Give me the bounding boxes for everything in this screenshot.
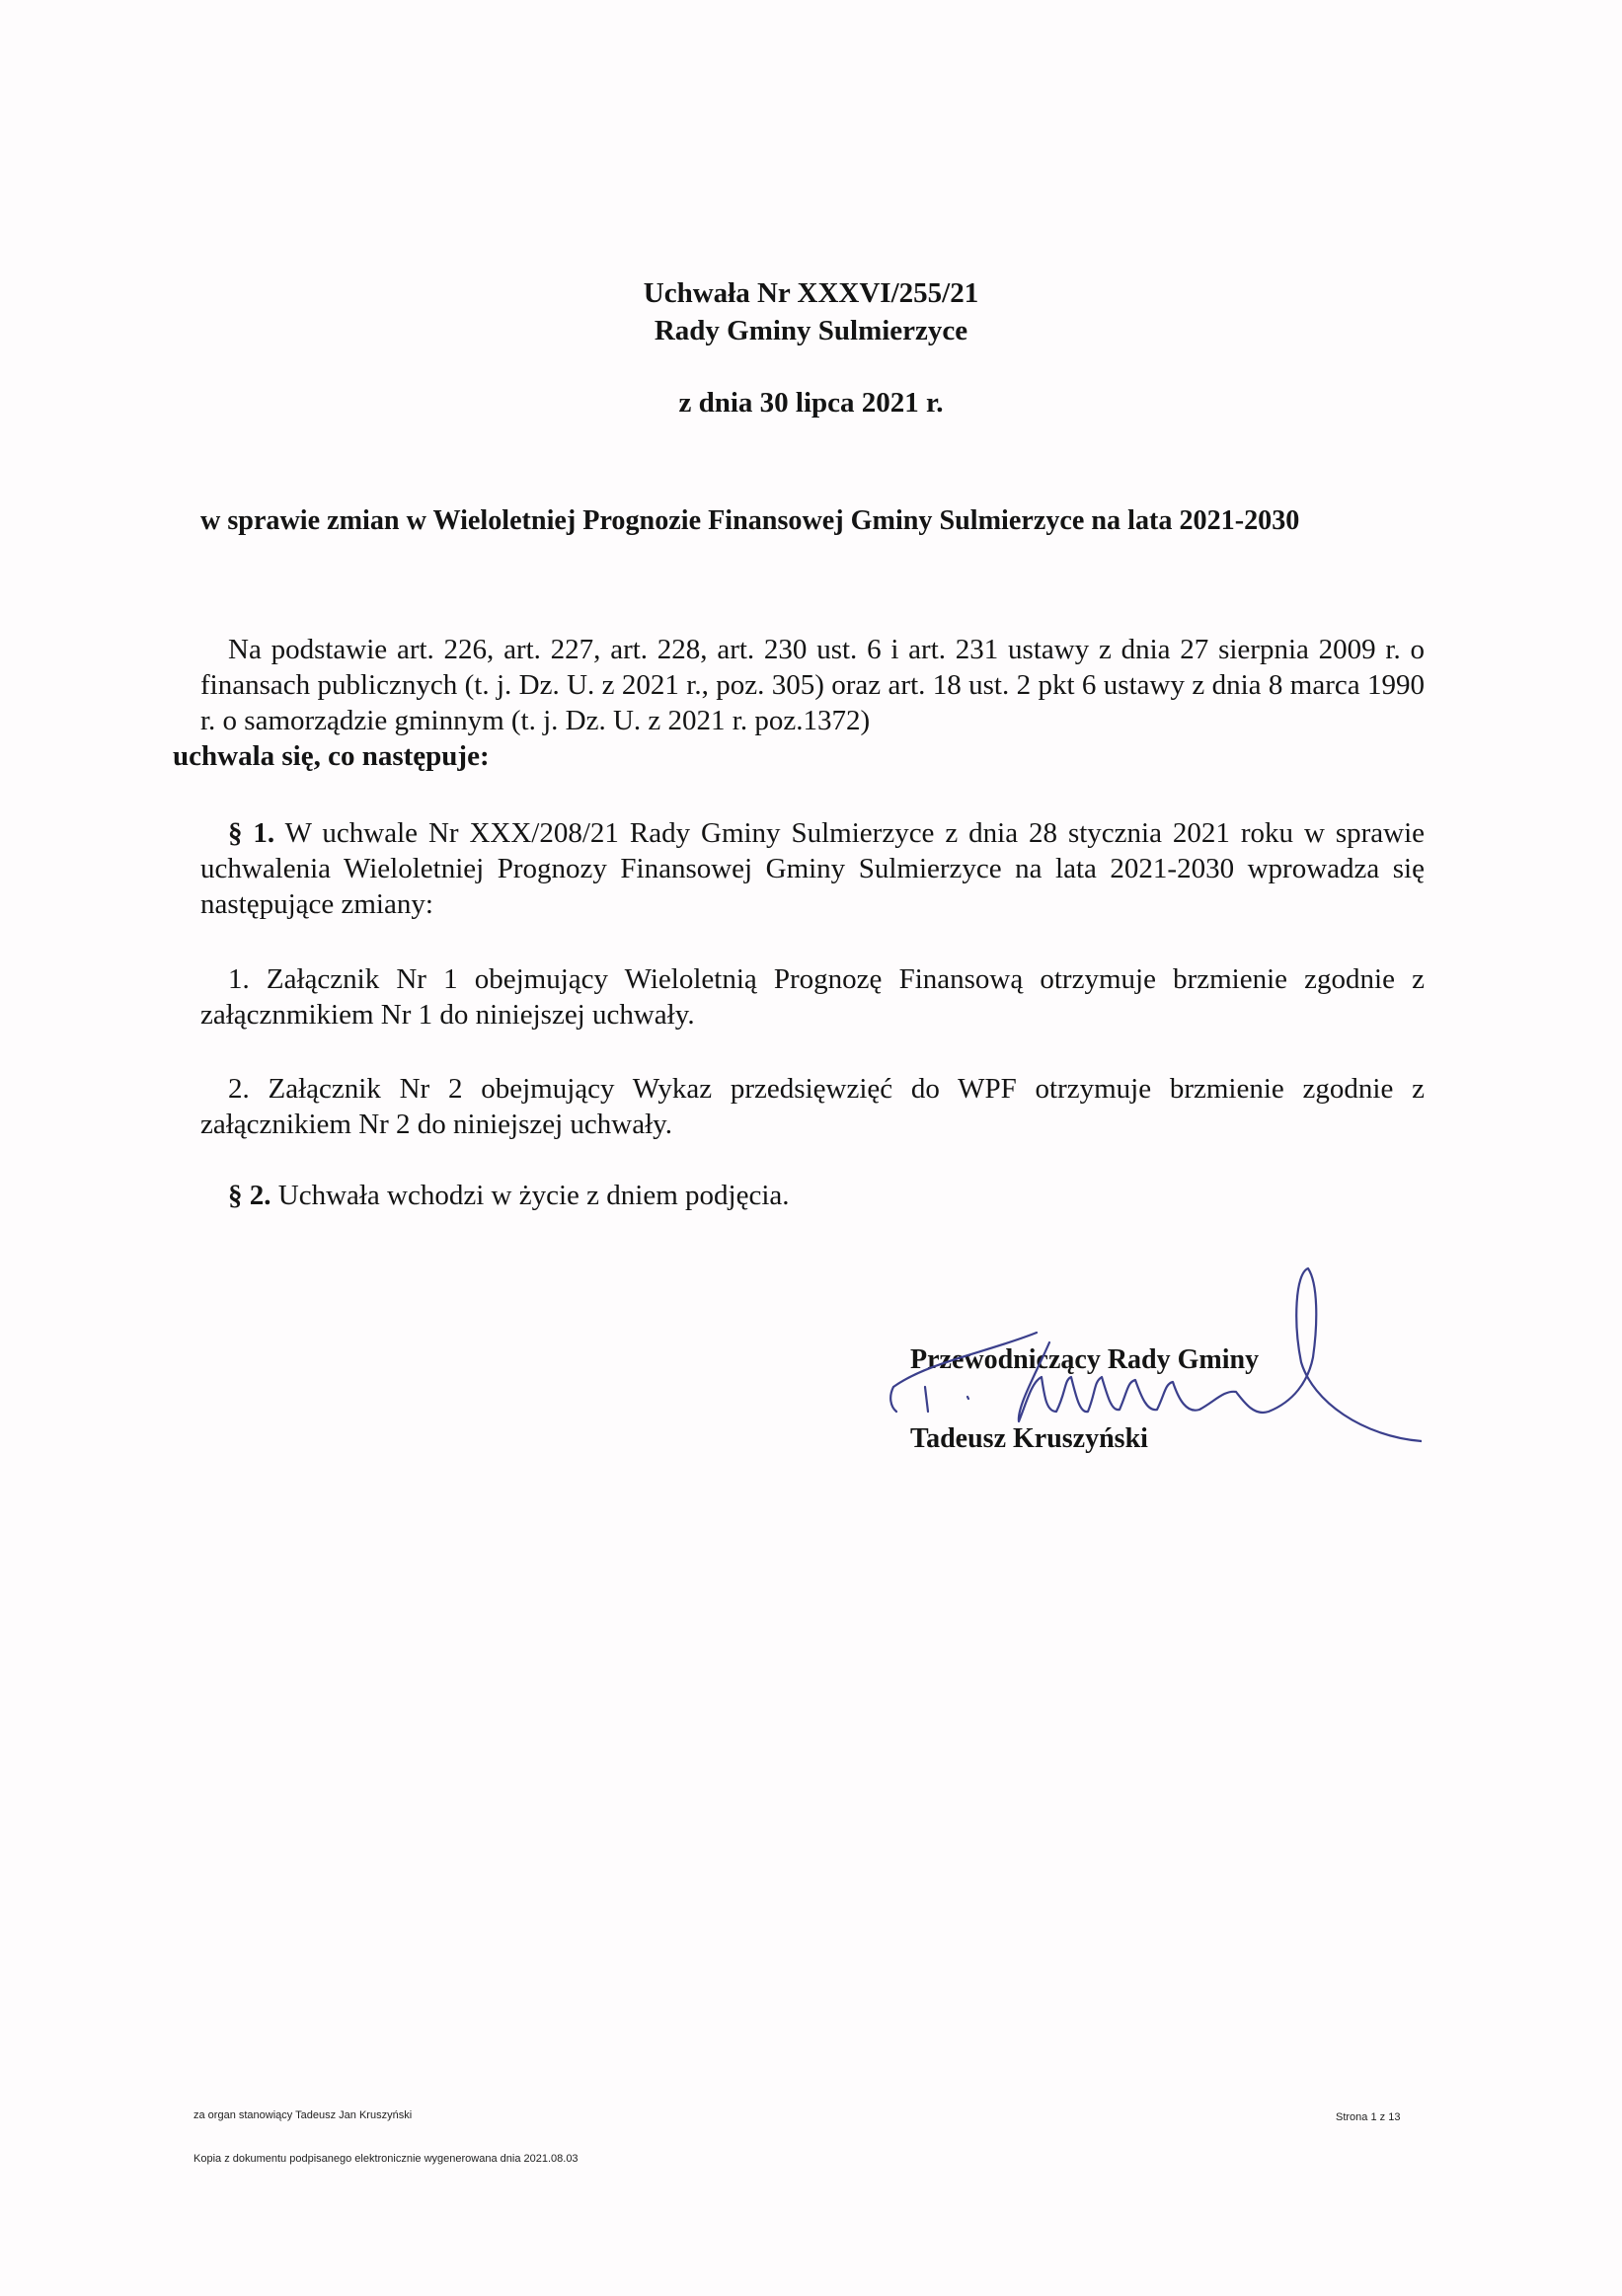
section-1-item: 1. Załącznik Nr 1 obejmujący Wieloletnią Prognozę Finansową otrzymuje brzmienie zgodnie z załącznmikiem Nr 1 do niniejszej uchwały. xyxy=(200,963,1425,1031)
signatory-name: Tadeusz Kruszyński xyxy=(910,1423,1148,1454)
section-2-paragraph xyxy=(200,1178,1425,1213)
section-2-label: § 2. xyxy=(228,1180,271,1211)
footer-signed-by: za organ stanowiący Tadeusz Jan Kruszyński xyxy=(193,2109,413,2121)
section-1-paragraph xyxy=(200,815,1425,922)
legal-basis-text: Na podstawie art. 226, art. 227, art. 228, art. 230 ust. 6 i art. 231 ustawy z dnia 27 sierpnia 2009 r. o finansach publicznych (t. j. Dz. U. z 2021 r., poz. 305) oraz art. 18 ust. 2 pkt 6 ustawy z dnia 8 marca 1990 r. o samorządzie gminnym (t. j. Dz. U. z 2021 r. poz.1372) xyxy=(200,634,1425,736)
resolution-phrase: uchwala się, co następuje: xyxy=(173,740,490,772)
page-number: Strona 1 z 13 xyxy=(1336,2111,1401,2123)
footer-copy-note: Kopia z dokumentu podpisanego elektronicznie wygenerowana dnia 2021.08.03 xyxy=(193,2153,579,2165)
section-2-text: Uchwała wchodzi w życie z dniem podjęcia. xyxy=(277,1180,790,1211)
section-1-label: § 1. xyxy=(228,817,275,849)
section-1-item: 2. Załącznik Nr 2 obejmujący Wykaz przedsięwzięć do WPF otrzymuje brzmienie zgodnie z załącznikiem Nr 2 do niniejszej uchwały. xyxy=(200,1073,1425,1140)
resolution-header xyxy=(0,274,1622,421)
signature-block xyxy=(910,1342,1259,1457)
resolution-issuer: Rady Gminy Sulmierzyce xyxy=(654,315,968,346)
resolution-title: Uchwała Nr XXXVI/255/21 xyxy=(643,277,979,309)
resolution-date: z dnia 30 lipca 2021 r. xyxy=(678,387,944,419)
section-1-text: W uchwale Nr XXX/208/21 Rady Gminy Sulmierzyce z dnia 28 stycznia 2021 roku w sprawie uchwalenia Wieloletniej Prognozy Finansowej Gminy Sulmierzyce na lata 2021-2030 wprowadza się następujące zmiany: xyxy=(200,817,1426,920)
signatory-role: Przewodniczący Rady Gminy xyxy=(910,1344,1260,1375)
legal-basis-paragraph xyxy=(173,632,1425,774)
resolution-subject: w sprawie zmian w Wieloletniej Prognozie Finansowej Gminy Sulmierzyce na lata 2021-2030 xyxy=(200,504,1300,536)
